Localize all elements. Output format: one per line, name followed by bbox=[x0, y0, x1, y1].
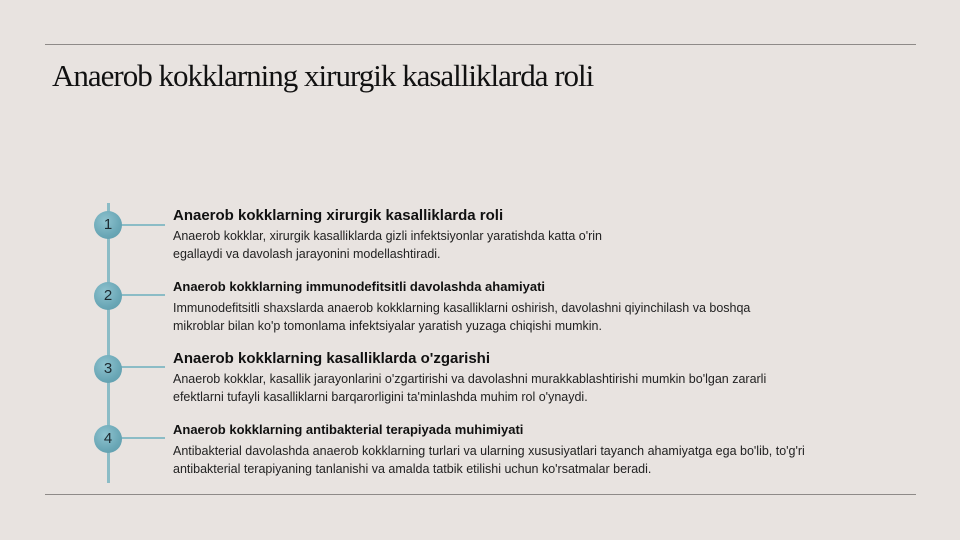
timeline-item-text bbox=[173, 227, 913, 263]
timeline-node-3: 3 bbox=[94, 355, 122, 383]
timeline-item-line: egallaydi va davolash jarayonini modellashtiradi. bbox=[173, 247, 441, 261]
bottom-divider bbox=[45, 494, 916, 495]
timeline-item-line: mikroblar bilan ko'p tomonlama infektsiyalar yaratish yuzaga chiqishi mumkin. bbox=[173, 319, 602, 333]
timeline-item-line: Anaerob kokklar, kasallik jarayonlarini o'zgartirishi va davolashni murakkablashtirishi mumkin bo'lgan zararli bbox=[173, 372, 767, 386]
top-divider bbox=[45, 44, 916, 45]
timeline-node-2: 2 bbox=[94, 282, 122, 310]
timeline-item-line: Anaerob kokklar, xirurgik kasalliklarda gizli infektsiyonlar yaratishda katta o'rin bbox=[173, 229, 602, 243]
slide-title: Anaerob kokklarning xirurgik kasalliklarda roli bbox=[52, 58, 594, 93]
timeline-item-3 bbox=[173, 350, 913, 406]
timeline-item-line: antibakterial terapiyaning tanlanishi va amalda tatbik etilishi uchun ko'rsatmalar beradi. bbox=[173, 462, 652, 476]
timeline-item-line: Immunodefitsitli shaxslarda anaerob kokklarning kasalliklarni oshirish, davolashni qiyinchilash va boshqa bbox=[173, 301, 751, 315]
timeline-node-4: 4 bbox=[94, 425, 122, 453]
timeline-node-1: 1 bbox=[94, 211, 122, 239]
timeline-item-line: efektlarni tufayli kasalliklarni barqarorligini ta'minlashda muhim rol o'ynaydi. bbox=[173, 390, 588, 404]
timeline-item-heading: Anaerob kokklarning immunodefitsitli davolashda ahamiyati bbox=[173, 279, 546, 294]
timeline-item-heading: Anaerob kokklarning xirurgik kasalliklarda roli bbox=[173, 207, 504, 224]
timeline-item-heading: Anaerob kokklarning kasalliklarda o'zgarishi bbox=[173, 350, 491, 367]
timeline-item-text bbox=[173, 299, 913, 335]
timeline-item-4 bbox=[173, 421, 913, 478]
timeline-item-text bbox=[173, 442, 913, 478]
timeline-item-1 bbox=[173, 207, 913, 263]
timeline-item-2 bbox=[173, 278, 913, 335]
timeline-item-text bbox=[173, 370, 913, 406]
timeline-item-line: Antibakterial davolashda anaerob kokklarning turlari va ularning xususiyatlari tayanch ahamiyatga ega bo'lib, to'g'ri bbox=[173, 444, 805, 458]
timeline-item-heading: Anaerob kokklarning antibakterial terapiyada muhimiyati bbox=[173, 422, 524, 437]
